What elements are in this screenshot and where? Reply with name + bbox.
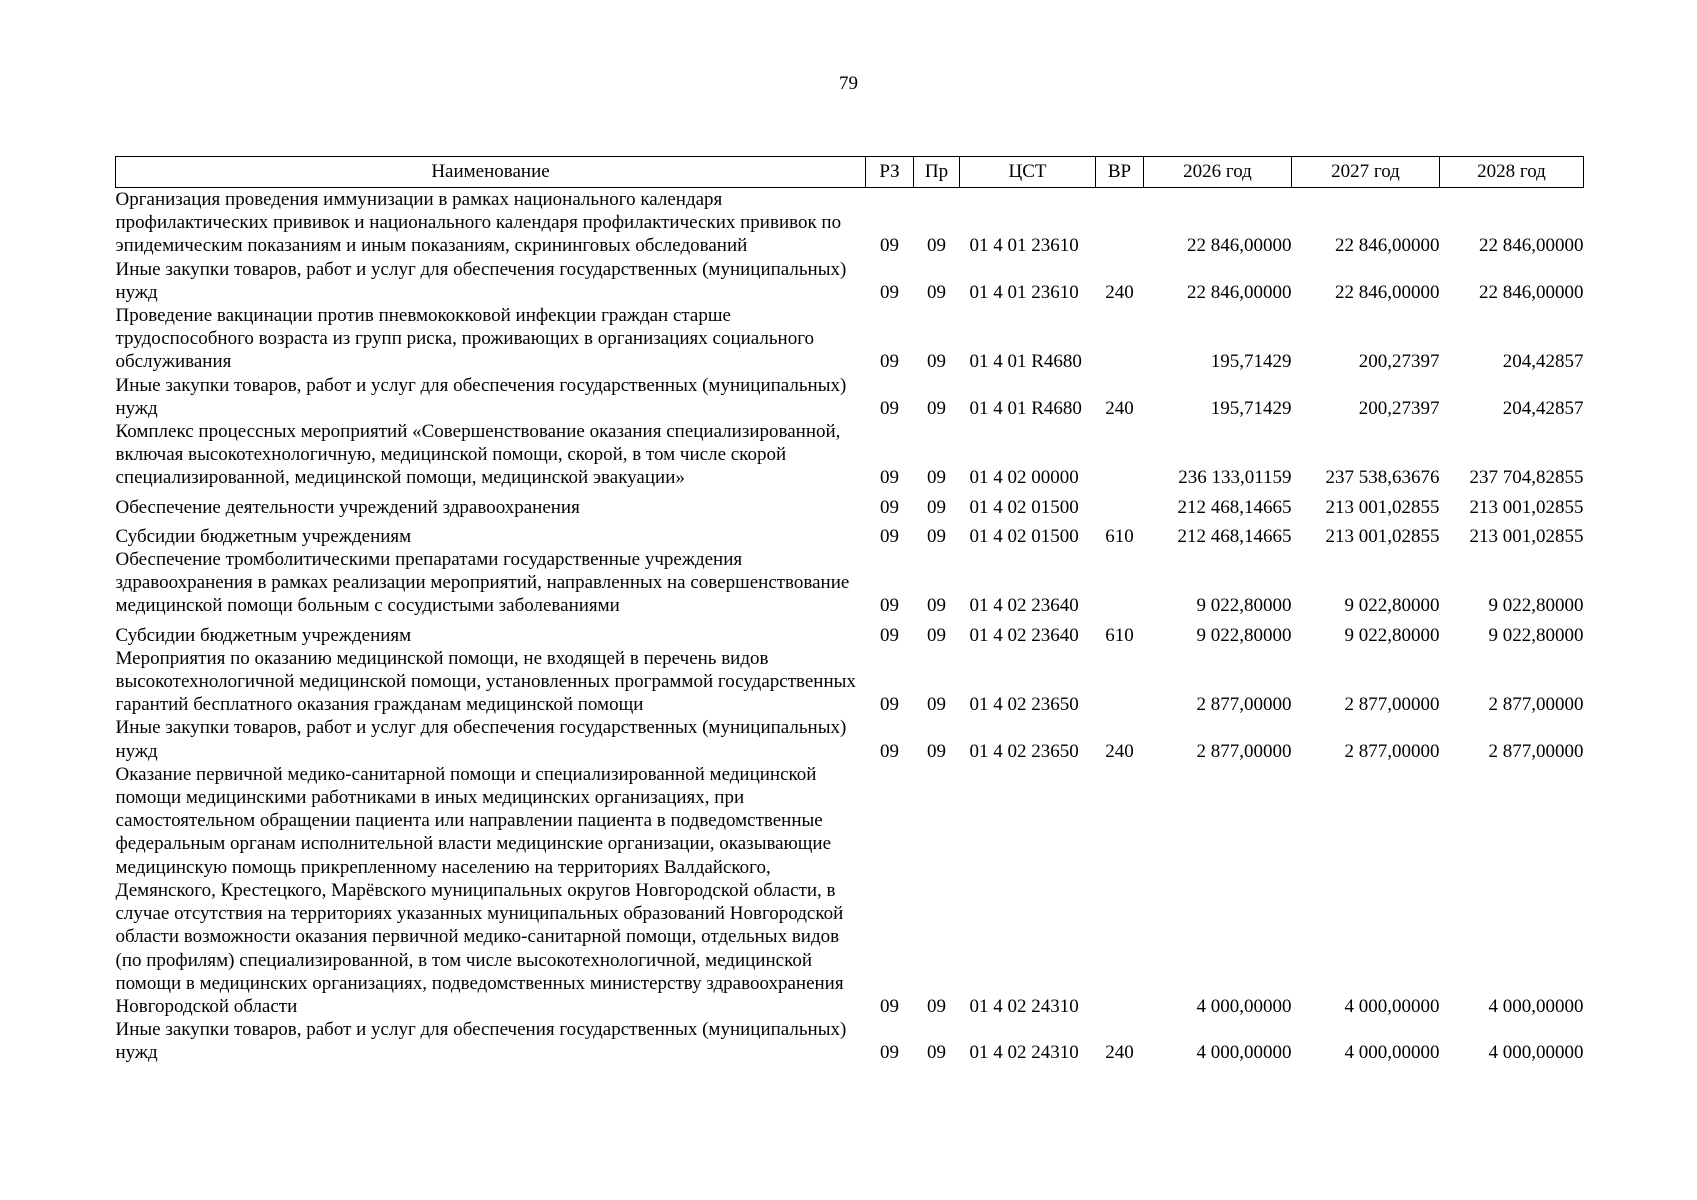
cell-pr: 09 — [927, 995, 946, 1017]
cell-name: Оказание первичной медико-санитарной помощи и специализированной медицинской помощи медицинскими работниками в иных медицинских организациях, при самостоятельном обращении пациента или направлении пациента в подведомственные федеральным органам исполнительной власти медицинские организации, оказывающие медицинскую помощь прикрепленному населению на территориях Валдайского, Демянского, Крестецкого, Марёвского муниципальных округов Новгородской области, в случае отсутствия на территориях указанных муниципальных образований Новгородской области возможности оказания первичной медико-санитарной помощи, отдельных видов (по профилям) специализированной, в том числе высокотехнологичной, медицинской помощи в медицинских организациях, подведомственных министерству здравоохранения Новгородской области — [115, 763, 844, 1017]
cell-2028: 4 000,00000 — [1488, 1042, 1584, 1064]
cell-name: Иные закупки товаров, работ и услуг для обеспечения государственных (муниципальных) нужд — [115, 1019, 847, 1064]
cell-pr: 09 — [927, 740, 946, 762]
table-row — [116, 490, 1584, 519]
cell-2028: 213 001,02855 — [1469, 496, 1584, 518]
cell-2027: 213 001,02855 — [1325, 525, 1440, 547]
cell-2028: 237 704,82855 — [1469, 467, 1584, 489]
cell-2027: 22 846,00000 — [1335, 235, 1440, 257]
cell-2027: 22 846,00000 — [1335, 281, 1440, 303]
cell-cst: 01 4 01 23610 — [969, 281, 1079, 303]
cell-2027: 2 877,00000 — [1344, 740, 1440, 762]
cell-2026: 212 468,14665 — [1177, 496, 1292, 518]
cell-vr — [1096, 490, 1144, 519]
cell-2026: 22 846,00000 — [1187, 281, 1292, 303]
cell-cst: 01 4 02 24310 — [969, 1042, 1079, 1064]
table-body — [116, 188, 1584, 1065]
cell-2027: 200,27397 — [1358, 397, 1440, 419]
cell-vr: 610 — [1105, 525, 1134, 547]
cell-cst: 01 4 02 01500 — [969, 525, 1079, 547]
cell-cst: 01 4 01 23610 — [969, 235, 1079, 257]
cell-cst: 01 4 01 R4680 — [969, 397, 1082, 419]
header-2027: 2027 год — [1292, 157, 1440, 188]
cell-vr: 610 — [1105, 624, 1134, 646]
cell-2028: 2 877,00000 — [1488, 694, 1584, 716]
table-row — [116, 548, 1584, 618]
table-row — [116, 519, 1584, 548]
cell-2026: 195,71429 — [1210, 351, 1292, 373]
cell-cst: 01 4 01 R4680 — [969, 351, 1082, 373]
cell-2028: 213 001,02855 — [1469, 525, 1584, 547]
table-row — [116, 258, 1584, 304]
cell-name: Мероприятия по оказанию медицинской помощи, не входящей в перечень видов высокотехнологичной медицинской помощи, установленных программой государственных гарантий бесплатного оказания гражданам медицинской помощи — [115, 647, 856, 716]
cell-rz: 09 — [880, 496, 899, 518]
header-vr: ВР — [1096, 157, 1144, 188]
cell-rz: 09 — [880, 235, 899, 257]
table-row — [116, 618, 1584, 647]
cell-vr: 240 — [1105, 281, 1134, 303]
header-name: Наименование — [116, 157, 866, 188]
cell-cst: 01 4 02 00000 — [969, 467, 1079, 489]
cell-2026: 9 022,80000 — [1196, 624, 1292, 646]
cell-2028: 2 877,00000 — [1488, 740, 1584, 762]
cell-2027: 4 000,00000 — [1344, 1042, 1440, 1064]
cell-name: Комплекс процессных мероприятий «Совершенствование оказания специализированной, включая высокотехнологичную, медицинской помощи, скорой, в том числе скорой специализированной, медицинской помощи, медицинской эвакуации» — [115, 421, 841, 489]
cell-rz: 09 — [880, 694, 899, 716]
cell-rz: 09 — [880, 1042, 899, 1064]
cell-pr: 09 — [927, 1042, 946, 1064]
cell-pr: 09 — [927, 525, 946, 547]
table-header-row — [116, 157, 1584, 188]
cell-pr: 09 — [927, 496, 946, 518]
cell-pr: 09 — [927, 235, 946, 257]
budget-table — [115, 156, 1584, 1065]
cell-cst: 01 4 02 01500 — [969, 496, 1079, 518]
cell-2026: 22 846,00000 — [1187, 235, 1292, 257]
cell-vr — [1096, 763, 1144, 1018]
cell-rz: 09 — [880, 467, 899, 489]
header-cst: ЦСТ — [960, 157, 1096, 188]
header-rz: РЗ — [866, 157, 914, 188]
cell-2027: 200,27397 — [1358, 351, 1440, 373]
cell-vr: 240 — [1105, 1042, 1134, 1064]
cell-2028: 22 846,00000 — [1479, 281, 1584, 303]
cell-pr: 09 — [927, 351, 946, 373]
cell-cst: 01 4 02 23640 — [969, 624, 1079, 646]
cell-2027: 9 022,80000 — [1344, 595, 1440, 617]
table-row — [116, 420, 1584, 490]
cell-2027: 4 000,00000 — [1344, 995, 1440, 1017]
table-row — [116, 1018, 1584, 1064]
cell-vr — [1096, 304, 1144, 374]
cell-pr: 09 — [927, 624, 946, 646]
cell-pr: 09 — [927, 397, 946, 419]
cell-2028: 22 846,00000 — [1479, 235, 1584, 257]
table-row — [116, 647, 1584, 717]
table-row — [116, 304, 1584, 374]
cell-vr — [1096, 188, 1144, 258]
cell-2028: 204,42857 — [1502, 397, 1584, 419]
cell-name: Проведение вакцинации против пневмококковой инфекции граждан старше трудоспособного возраста из групп риска, проживающих в организациях социального обслуживания — [115, 305, 815, 373]
cell-2028: 9 022,80000 — [1488, 595, 1584, 617]
cell-2028: 4 000,00000 — [1488, 995, 1584, 1017]
cell-2026: 212 468,14665 — [1177, 525, 1292, 547]
cell-name: Обеспечение тромболитическими препаратами государственные учреждения здравоохранения в рамках реализации мероприятий, направленных на совершенствование медицинской помощи больным с сосудистыми заболеваниями — [115, 549, 850, 617]
cell-rz: 09 — [880, 351, 899, 373]
table-row — [116, 763, 1584, 1018]
cell-rz: 09 — [880, 624, 899, 646]
cell-name: Субсидии бюджетным учреждениям — [115, 525, 412, 547]
cell-vr — [1096, 647, 1144, 717]
cell-pr: 09 — [927, 467, 946, 489]
cell-cst: 01 4 02 23650 — [969, 694, 1079, 716]
cell-name: Иные закупки товаров, работ и услуг для обеспечения государственных (муниципальных) нужд — [115, 374, 847, 419]
cell-pr: 09 — [927, 595, 946, 617]
cell-name: Организация проведения иммунизации в рамках национального календаря профилактических прививок и национального календаря профилактических прививок по эпидемическим показаниям и иным показаниям, скрининговых обследований — [115, 189, 842, 257]
header-2026: 2026 год — [1144, 157, 1292, 188]
table-row — [116, 716, 1584, 762]
cell-2028: 204,42857 — [1502, 351, 1584, 373]
cell-name: Иные закупки товаров, работ и услуг для обеспечения государственных (муниципальных) нужд — [115, 717, 847, 762]
cell-vr — [1096, 420, 1144, 490]
cell-pr: 09 — [927, 694, 946, 716]
cell-rz: 09 — [880, 525, 899, 547]
cell-pr: 09 — [927, 281, 946, 303]
cell-rz: 09 — [880, 595, 899, 617]
cell-2026: 2 877,00000 — [1196, 740, 1292, 762]
cell-cst: 01 4 02 24310 — [969, 995, 1079, 1017]
page-number: 79 — [839, 73, 858, 94]
cell-2028: 9 022,80000 — [1488, 624, 1584, 646]
cell-2027: 2 877,00000 — [1344, 694, 1440, 716]
cell-cst: 01 4 02 23640 — [969, 595, 1079, 617]
header-pr: Пр — [914, 157, 960, 188]
cell-2026: 4 000,00000 — [1196, 1042, 1292, 1064]
cell-rz: 09 — [880, 740, 899, 762]
cell-2027: 9 022,80000 — [1344, 624, 1440, 646]
cell-2026: 2 877,00000 — [1196, 694, 1292, 716]
cell-rz: 09 — [880, 995, 899, 1017]
cell-vr: 240 — [1105, 397, 1134, 419]
cell-2026: 195,71429 — [1210, 397, 1292, 419]
cell-2026: 4 000,00000 — [1196, 995, 1292, 1017]
cell-name: Обеспечение деятельности учреждений здравоохранения — [115, 496, 580, 518]
cell-2026: 9 022,80000 — [1196, 595, 1292, 617]
cell-2027: 213 001,02855 — [1325, 496, 1440, 518]
cell-2026: 236 133,01159 — [1178, 467, 1292, 489]
cell-rz: 09 — [880, 397, 899, 419]
table-row — [116, 374, 1584, 420]
cell-name: Субсидии бюджетным учреждениям — [115, 624, 412, 646]
cell-vr — [1096, 548, 1144, 618]
cell-vr: 240 — [1105, 740, 1134, 762]
cell-cst: 01 4 02 23650 — [969, 740, 1079, 762]
cell-name: Иные закупки товаров, работ и услуг для обеспечения государственных (муниципальных) нужд — [115, 258, 847, 303]
header-2028: 2028 год — [1440, 157, 1584, 188]
cell-2027: 237 538,63676 — [1325, 467, 1440, 489]
cell-rz: 09 — [880, 281, 899, 303]
table-row — [116, 188, 1584, 258]
